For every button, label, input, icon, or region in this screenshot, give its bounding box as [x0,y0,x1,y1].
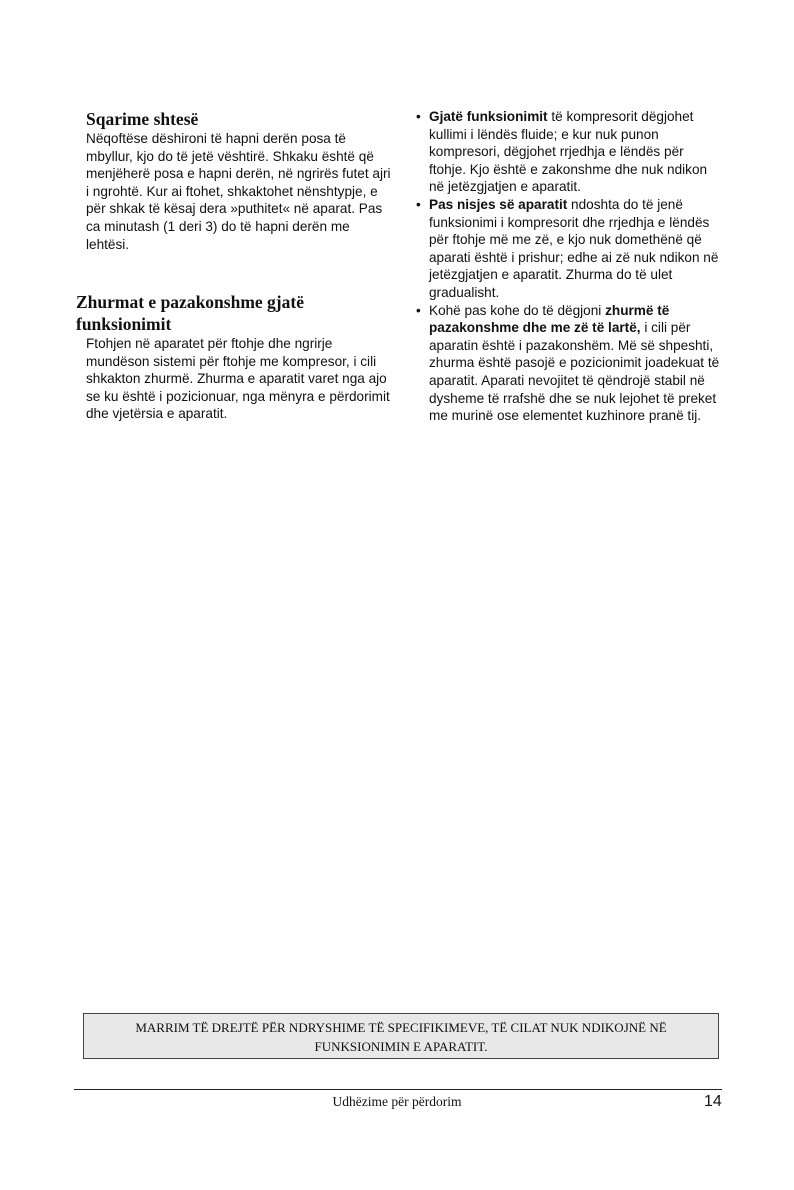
list-item [416,302,722,425]
bullet-text: ndoshta do të jenë funksionimi i kompresorit dhe rrjedhja e lëndës për ftohje më me zë, e kjo nuk domethënë që aparati është i prishur; edhe ai zë nuk ndikon në jetëzgjatjen e aparatit. Zhurma do të ulet gradualisht. [429,196,719,300]
section-title-line: funksionimit [76,314,172,334]
bullet-text: i cili për aparatin është i pazakonshëm. Më së shpeshti, zhurma është pasojë e pozicionimit joadekuat të aparatit. Aparati nevojitet të qëndrojë stabil në dysheme të rrafshë dhe se nuk lejohet të preket me murinë ose elementet kuzhinore pranë tij. [429,320,720,424]
section-paragraph: Nëqoftëse dëshironi të hapni derën posa të mbyllur, kjo do të jetë vështirë. Shkaku është që menjëherë posa e hapni derën, në ngrirës futet ajri i ngrohtë. Kur ai ftohet, shkaktohet nënshtypje, e për shkak të kësaj dera »puthitet« në aparat. Pas ca minutash (1 deri 3) do të hapni derën me lehtësi. [86,131,391,252]
footer-divider [74,1089,722,1090]
bullet-icon: • [416,109,421,124]
bullet-icon: • [416,302,421,318]
bullet-text: Kohë pas kohe do të dëgjoni [429,302,606,318]
section-unusual-noises [76,291,396,423]
section-title-line: Zhurmat e pazakonshme gjatë [76,292,304,312]
footer-title: Udhëzime për përdorim [332,1094,462,1109]
section-title [76,291,396,335]
page-number: 14 [704,1093,722,1110]
notice-line: FUNKSIONIMIN E APARATIT. [314,1039,488,1054]
bullet-icon: • [416,196,421,212]
bullet-text: të kompresorit dëgjohet kullimi i lëndës fluide; e kur nuk punon kompresori, dëgjohet rrjedhja e lëndës për ftohje. Kjo është e zakonshme dhe nuk ndikon në jetëzgjatjen e aparatit. [429,109,708,195]
bullet-bold-text: Gjatë funksionimit [429,109,548,124]
notice-line: MARRIM TË DREJTË PËR NDRYSHIME TË SPECIFIKIMEVE, TË CILAT NUK NDIKOJNË NË [135,1020,667,1035]
list-item [416,196,722,302]
list-item [416,108,722,196]
section-additional-clarifications [86,108,392,253]
noise-bullet-list [416,108,722,425]
section-title: Sqarime shtesë [86,109,199,129]
bullet-bold-text: Pas nisjes së aparatit [429,196,568,212]
specification-notice-box [83,1013,719,1059]
bullet-bold-text: zhurmë të pazakonshme dhe me zë të lartë, [429,302,670,336]
section-paragraph: Ftohjen në aparatet për ftohje dhe ngrirje mundëson sistemi për ftohje me kompresor, i cili shkakton zhurmë. Zhurma e aparatit varet nga ajo se ku është i pozicionuar, nga mënyra e përdorimit dhe vjetërsia e aparatit. [86,336,390,422]
